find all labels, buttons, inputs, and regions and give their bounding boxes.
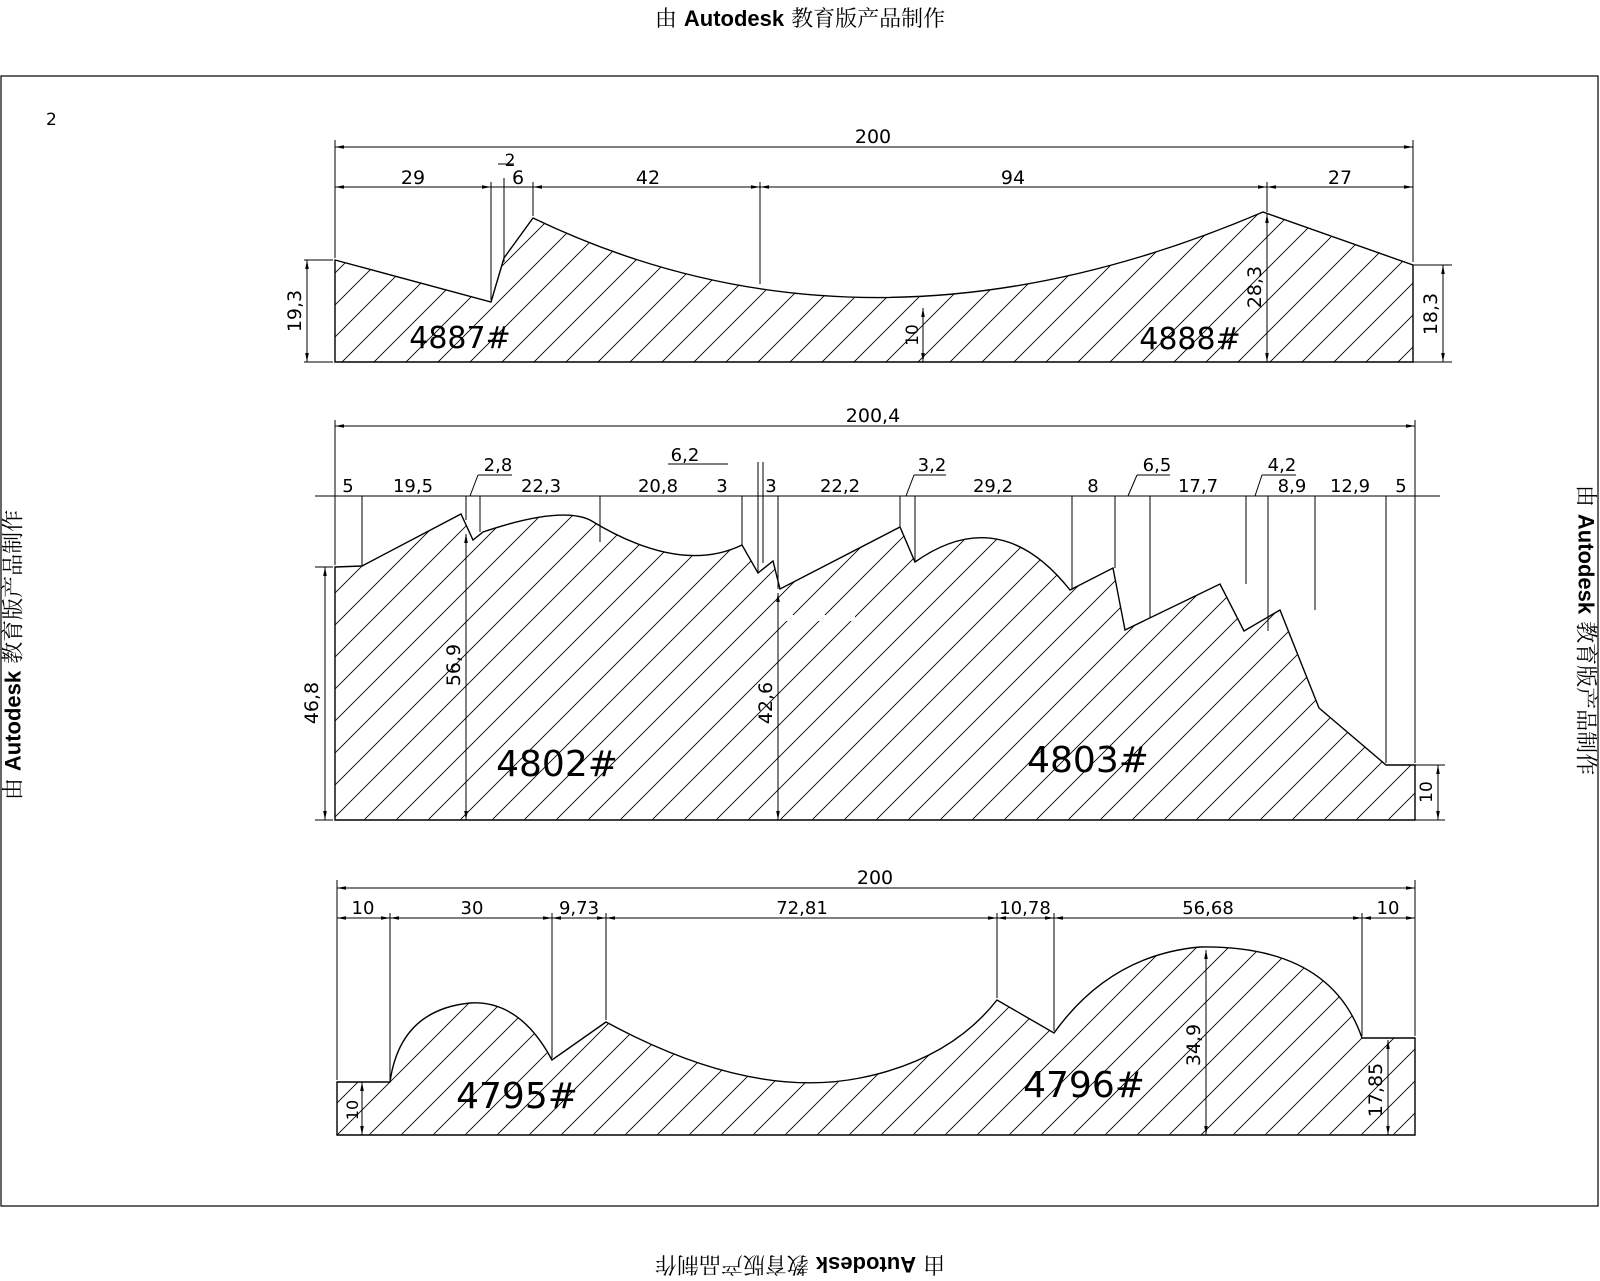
- dim-segment: 10: [1377, 898, 1400, 919]
- watermark-prefix: 由: [923, 1251, 945, 1276]
- profile-2: [301, 405, 1445, 820]
- dim-height: 18,3: [1420, 293, 1442, 335]
- watermark-suffix: 教育版产品制作: [655, 1251, 809, 1276]
- dim-overall: 200: [857, 867, 893, 889]
- dim-overall: 200: [855, 126, 891, 148]
- dim-height: 17,85: [1365, 1063, 1387, 1117]
- drawing-gap: [775, 615, 855, 621]
- watermark-suffix: 教育版产品制作: [1573, 621, 1598, 775]
- dim-segment: 5: [1395, 476, 1406, 497]
- dim-height: 56,9: [443, 644, 465, 686]
- dim-segment: 6: [512, 167, 524, 189]
- profile-label: 4796#: [1023, 1065, 1145, 1106]
- dim-segment: 22,3: [521, 476, 561, 497]
- dim-segment: 3: [716, 476, 727, 497]
- dim-segment: 42: [636, 167, 660, 189]
- profile-label: 4888#: [1139, 322, 1240, 357]
- dim-segment: 17,7: [1178, 476, 1218, 497]
- dim-segment: 10: [352, 898, 375, 919]
- dim-segment: 29: [401, 167, 425, 189]
- profile-label: 4802#: [496, 744, 618, 785]
- page-number: 2: [46, 110, 57, 130]
- watermark-brand: Autodesk: [1, 671, 26, 771]
- watermark-brand: Autodesk: [1574, 514, 1599, 614]
- dim-segment: 6,5: [1143, 455, 1172, 476]
- dim-segment: 3,2: [918, 455, 947, 476]
- dim-segment: 4,2: [1268, 455, 1297, 476]
- dim-height: 10: [343, 1100, 362, 1120]
- dim-segment: 56,68: [1182, 898, 1234, 919]
- watermark-prefix: 由: [2, 778, 27, 800]
- watermark-suffix: 教育版产品制作: [2, 510, 27, 664]
- dim-segment: 72,81: [776, 898, 828, 919]
- dim-segment: 19,5: [393, 476, 433, 497]
- watermark-suffix: 教育版产品制作: [791, 7, 945, 32]
- dim-segment: 22,2: [820, 476, 860, 497]
- dim-segment: 94: [1001, 167, 1025, 189]
- dim-height: 10: [1417, 781, 1437, 803]
- profile-label: 4795#: [456, 1076, 578, 1117]
- watermark-prefix: 由: [655, 7, 677, 32]
- watermark-brand: Autodesk: [816, 1252, 916, 1277]
- dim-height: 34,9: [1183, 1024, 1205, 1066]
- profile-3: [337, 867, 1415, 1135]
- dim-segment: 3: [765, 476, 776, 497]
- dim-height: 42,6: [755, 682, 777, 724]
- dim-segment: 5: [342, 476, 353, 497]
- dim-height: 10: [903, 324, 923, 346]
- dim-height: 19,3: [284, 290, 306, 332]
- dim-height: 28,3: [1244, 266, 1266, 308]
- dim-height: 46,8: [301, 682, 323, 724]
- dim-segment: 2: [505, 151, 516, 171]
- dim-segment: 12,9: [1330, 476, 1370, 497]
- watermark-prefix: 由: [1573, 485, 1598, 507]
- dim-segment: 2,8: [484, 455, 513, 476]
- profile-label: 4887#: [409, 321, 510, 356]
- profile-1: [284, 126, 1452, 362]
- dim-segment: 8: [1087, 476, 1098, 497]
- dim-segment: 20,8: [638, 476, 678, 497]
- dim-segment: 27: [1328, 167, 1352, 189]
- dim-segment: 8,9: [1278, 476, 1307, 497]
- dim-segment: 6,2: [671, 445, 700, 466]
- dim-segment: 30: [461, 898, 484, 919]
- watermark-brand: Autodesk: [684, 6, 784, 31]
- dim-segment: 9,73: [559, 898, 599, 919]
- profile-label: 4803#: [1027, 740, 1149, 781]
- dim-segment: 10,78: [999, 898, 1051, 919]
- dim-segment: 29,2: [973, 476, 1013, 497]
- dim-overall: 200,4: [846, 405, 900, 427]
